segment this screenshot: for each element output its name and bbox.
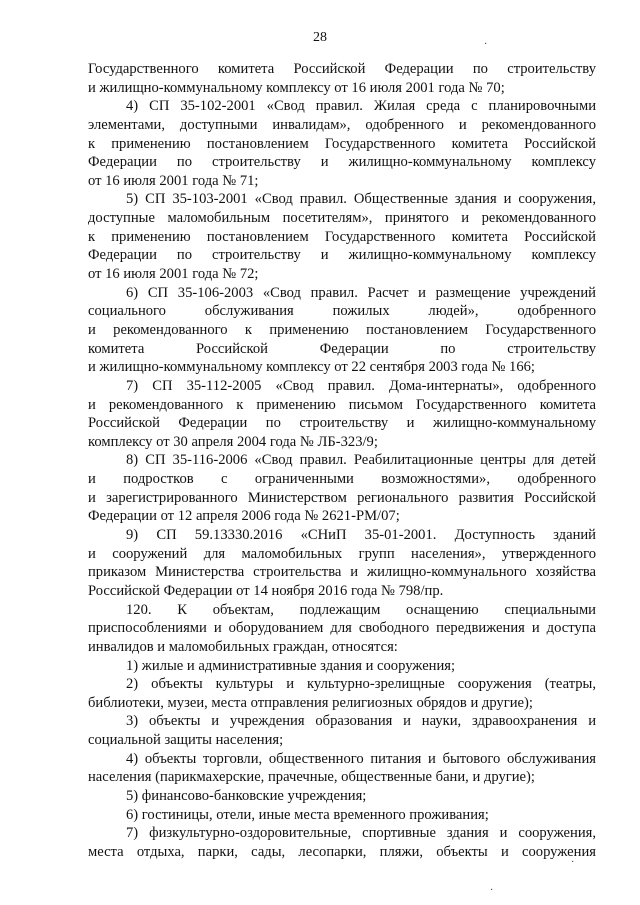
text-line: к применению постановлением Государственного комитета Российской (88, 228, 596, 245)
document-body (88, 60, 596, 862)
text-line: и подростков с ограниченными возможностями», одобренного (88, 471, 596, 488)
text-line: места отдыха, парки, сады, лесопарки, пляжи, объекты и сооружения (88, 843, 596, 860)
text-line: 7) СП 35-112-2005 «Свод правил. Дома-интернаты», одобренного (126, 377, 596, 394)
text-line: 2) объекты культуры и культурно-зрелищные сооружения (театры, (126, 676, 596, 693)
text-line: 7) физкультурно-оздоровительные, спортивные здания и сооружения, (126, 825, 596, 842)
text-line: к применению постановлением Государственного комитета Российской (88, 135, 596, 152)
text-line: 9) СП 59.13330.2016 «СНиП 35-01-2001. Доступность зданий (126, 527, 596, 544)
text-line: и зарегистрированного Министерством регионального развития Российской (88, 489, 596, 506)
text-line: Федерации от 12 апреля 2006 года № 2621-РМ/07; (88, 508, 400, 525)
text-line: 5) финансово-банковские учреждения; (126, 787, 367, 804)
scan-speck: · (484, 39, 488, 50)
text-line: Государственного комитета Российской Федерации по строительству (88, 61, 596, 77)
text-line: Российской Федерации по строительству и жилищно-коммунальному (88, 415, 596, 432)
text-line: элементами, доступными инвалидам», одобренного и рекомендованного (88, 116, 596, 133)
text-line: 6) гостиницы, отели, иные места временного проживания; (126, 806, 489, 823)
text-line: комплексу от 30 апреля 2004 года № ЛБ-323/9; (88, 433, 378, 450)
text-line: приказом Министерства строительства и жилищно-коммунального хозяйства (88, 564, 596, 581)
text-line: Федерации по строительству и жилищно-коммунальному комплексу (88, 154, 596, 171)
text-line: Российской Федерации от 14 ноября 2016 года № 798/пр. (88, 582, 444, 599)
scan-speck: · (571, 857, 575, 868)
text-line: 3) объекты и учреждения образования и науки, здравоохранения и (126, 713, 596, 730)
text-line: социальной защиты населения; (88, 732, 284, 749)
text-line: и жилищно-коммунальному комплексу от 16 июля 2001 года № 70; (88, 79, 505, 96)
text-line: и сооружений для маломобильных групп населения», утвержденного (88, 545, 596, 562)
scan-speck: · (490, 885, 494, 896)
text-line: 4) объекты торговли, общественного питания и бытового обслуживания (126, 750, 596, 767)
text-line: доступные маломобильным посетителям», принятого и рекомендованного (88, 210, 596, 227)
text-line: комитета Российской Федерации по строительству (88, 340, 596, 357)
text-line: приспособлениями и оборудованием для свободного передвижения и доступа (88, 620, 596, 637)
text-line: населения (парикмахерские, прачечные, общественные бани, и другие); (88, 769, 535, 786)
text-line: 1) жилые и административные здания и сооружения; (126, 657, 456, 674)
text-line: 6) СП 35-106-2003 «Свод правил. Расчет и размещение учреждений (126, 284, 596, 301)
text-line: от 16 июля 2001 года № 71; (88, 172, 259, 189)
page-number: 28 (313, 30, 327, 45)
text-line: 120. К объектам, подлежащим оснащению специальными (126, 601, 596, 618)
text-line: библиотеки, музеи, места отправления религиозных обрядов и другие); (88, 694, 533, 711)
text-line: и рекомендованного к применению постановлением Государственного (88, 321, 596, 338)
text-line: 4) СП 35-102-2001 «Свод правил. Жилая среда с планировочными (126, 98, 596, 115)
text-line: и рекомендованного к применению письмом Государственного комитета (88, 396, 596, 413)
text-line: социального обслуживания пожилых людей», одобренного (88, 303, 596, 320)
text-line: Федерации по строительству и жилищно-коммунальному комплексу (88, 247, 596, 264)
text-line: 8) СП 35-116-2006 «Свод правил. Реабилитационные центры для детей (126, 452, 596, 469)
text-line: от 16 июля 2001 года № 72; (88, 266, 259, 283)
text-line: и жилищно-коммунальному комплексу от 22 сентября 2003 года № 166; (88, 359, 535, 376)
text-line: 5) СП 35-103-2001 «Свод правил. Общественные здания и сооружения, (126, 191, 596, 208)
text-line: инвалидов и маломобильных граждан, относятся: (88, 638, 398, 655)
